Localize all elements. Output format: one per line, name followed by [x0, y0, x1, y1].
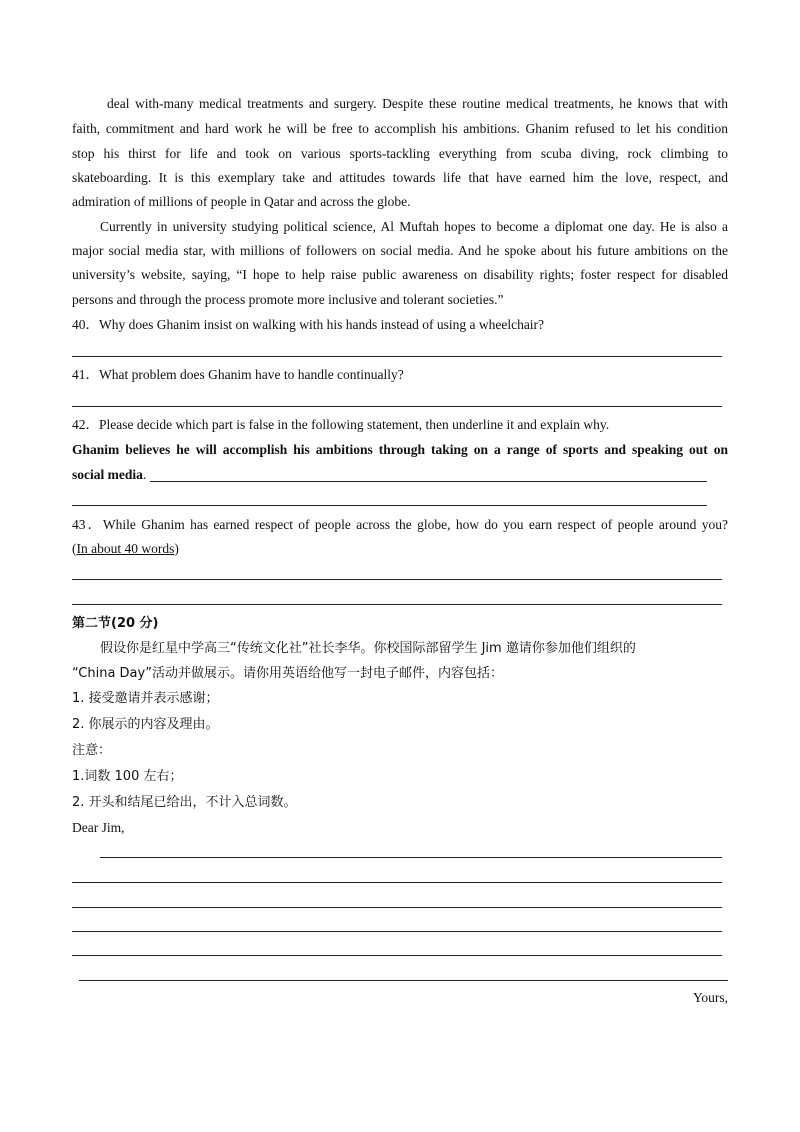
email-closing: Yours,	[692, 990, 728, 1005]
answer-line-41[interactable]	[72, 406, 722, 407]
writing-line[interactable]	[72, 907, 722, 908]
statement-period: .	[142, 467, 147, 482]
writing-line[interactable]	[79, 980, 728, 981]
question-42-statement: Ghanim believes he will accomplish his ambitions through taking on a range of sports and speaking out on	[72, 442, 728, 457]
passage-line: skateboarding. It is this exemplary take and attitudes towards life that have earned him the love, respect, and	[72, 170, 728, 185]
writing-prompt: 假设你是红星中学高三“传统文化社”社长李华。你校国际部留学生 Jim 邀请你参加他们组织的	[100, 641, 636, 656]
passage-line: university’s website, saying, “I hope to help raise public awareness on disability rights; foster respect for disabled	[72, 267, 728, 282]
prompt-item: 1. 接受邀请并表示感谢；	[72, 691, 219, 706]
question-43-note	[72, 540, 728, 558]
answer-line-40[interactable]	[72, 356, 722, 357]
note-item: 1.词数 100 左右；	[72, 769, 183, 784]
section-heading: 第二节(20 分)	[72, 616, 159, 631]
word-limit: In about 40 words	[76, 541, 175, 556]
question-42: 42．Please decide which part is false in the following statement, then underline it and explain why.	[72, 417, 610, 432]
passage-line: admiration of millions of people in Qatar and across the globe.	[72, 194, 411, 209]
answer-line-42a[interactable]	[150, 481, 707, 482]
passage-line: Currently in university studying political science, Al Muftah hopes to become a diplomat one day. He is also a	[100, 219, 728, 234]
statement-text: social media	[72, 467, 143, 482]
question-40: 40．Why does Ghanim insist on walking with his hands instead of using a wheelchair?	[72, 317, 545, 332]
answer-line-43b[interactable]	[72, 604, 722, 605]
writing-line[interactable]	[72, 931, 722, 932]
writing-line[interactable]	[72, 882, 722, 883]
answer-line-43a[interactable]	[72, 579, 722, 580]
writing-line[interactable]	[72, 955, 722, 956]
passage-line: stop his thirst for life and took on various sports-tackling everything from scuba diving, rock climbing to	[72, 146, 728, 161]
question-43: 43．While Ghanim has earned respect of people across the globe, how do you earn respect of people around you?	[72, 517, 728, 532]
passage-line: persons and through the process promote more inclusive and tolerant societies.”	[72, 292, 504, 307]
paren-close: )	[174, 541, 179, 556]
email-greeting: Dear Jim,	[72, 820, 125, 835]
passage-line: faith, commitment and hard work he will be free to accomplish his ambitions. Ghanim refused to let his condition	[72, 121, 728, 136]
answer-line-42b[interactable]	[72, 505, 707, 506]
note-item: 2. 开头和结尾已给出，不计入总词数。	[72, 795, 297, 810]
writing-prompt: “China Day”活动并做展示。请你用英语给他写一封电子邮件，内容包括：	[72, 666, 503, 681]
prompt-item: 2. 你展示的内容及理由。	[72, 717, 219, 732]
note-label: 注意：	[72, 743, 112, 758]
writing-line[interactable]	[100, 857, 722, 858]
question-41: 41．What problem does Ghanim have to handle continually?	[72, 367, 404, 382]
paren-open: (	[72, 541, 77, 556]
passage-line: deal with-many medical treatments and surgery. Despite these routine medical treatments, he knows that with	[107, 96, 728, 111]
passage-line: major social media star, with millions of followers on social media. And he spoke about his future ambitions on the	[72, 243, 728, 258]
